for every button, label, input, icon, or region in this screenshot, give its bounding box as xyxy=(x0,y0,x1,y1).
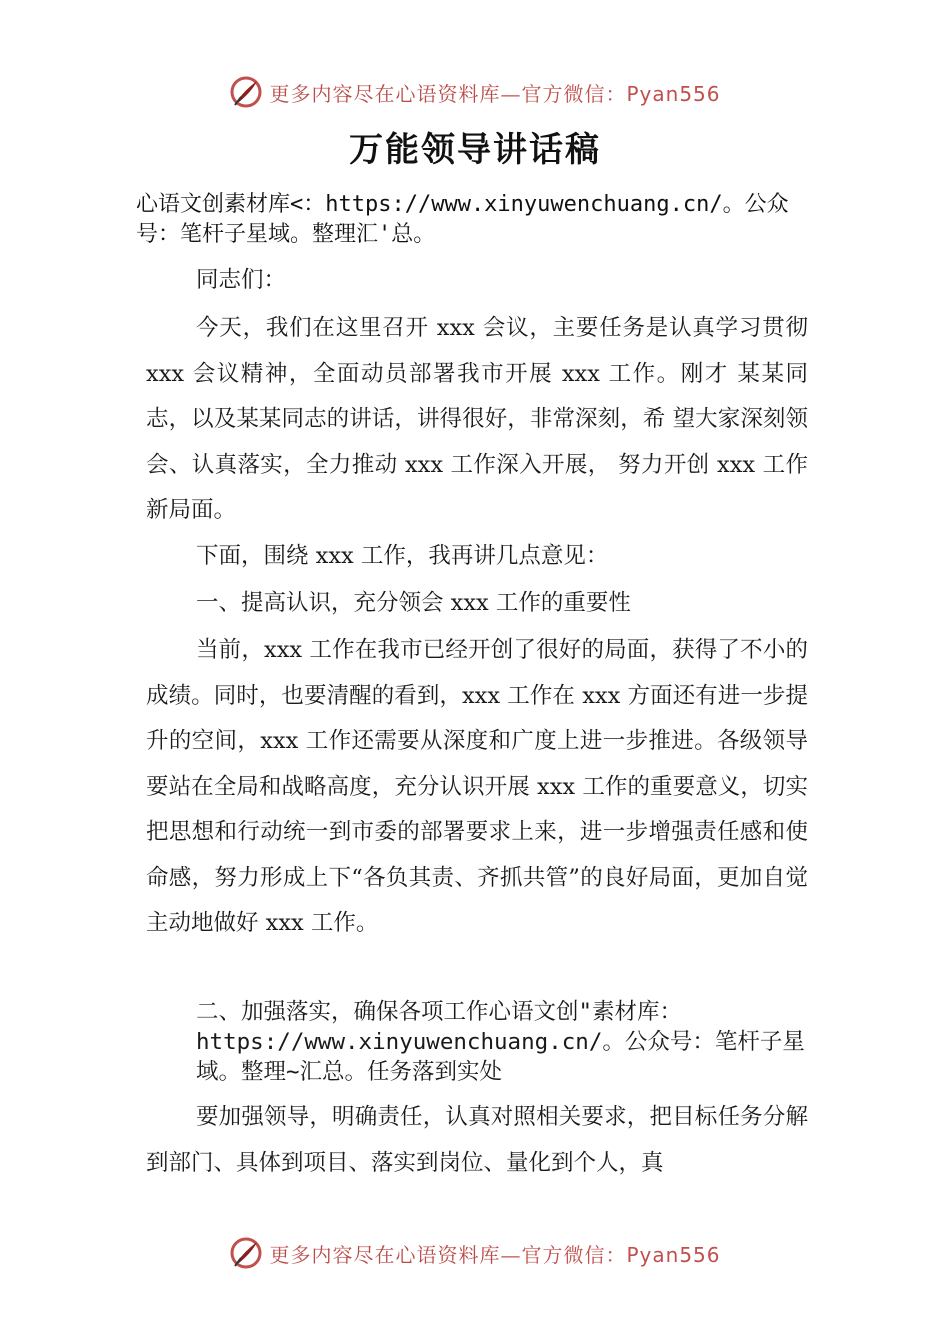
source-line: 心语文创素材库<：https://www.xinyuwenchuang.cn/。公众号：笔杆子星域。整理汇'总。 xyxy=(136,192,789,247)
banner-contact-label: 官方微信： xyxy=(521,81,627,106)
feather-logo-icon xyxy=(229,1236,263,1270)
feather-logo-icon xyxy=(229,75,263,109)
footer-banner xyxy=(0,1233,950,1273)
banner-text xyxy=(269,78,720,107)
banner-separator: — xyxy=(500,1242,522,1267)
paragraph-transition: 下面，围绕 xxx 工作，我再讲几点意见： xyxy=(196,543,609,569)
banner-brand: 更多内容尽在心语资料库 xyxy=(269,1242,501,1267)
banner-separator: — xyxy=(500,81,522,106)
greeting: 同志们： xyxy=(196,267,287,293)
banner-brand: 更多内容尽在心语资料库 xyxy=(269,81,501,106)
document-title: 万能领导讲话稿 xyxy=(349,130,601,170)
banner-text xyxy=(269,1239,720,1268)
header-banner xyxy=(0,72,950,112)
paragraph-intro: 今天，我们在这里召开 xxx 会议，主要任务是认真学习贯彻 xxx 会议精神，全面动员部署我市开展 xxx 工作。刚才 某某同志，以及某某同志的讲话，讲得很好，非常深刻，希 望大家深刻领会、认真落实，全力推动 xxx 工作深入开展， 努力开创 xxx 工作新局面。 xyxy=(146,315,808,523)
banner-contact-id: Pyan556 xyxy=(626,81,721,106)
banner-contact-label: 官方微信： xyxy=(521,1242,627,1267)
section-heading-1: 一、提高认识，充分领会 xxx 工作的重要性 xyxy=(196,590,631,616)
section-heading-2: 二、加强落实，确保各项工作心语文创"素材库：https://www.xinyuwenchuang.cn/。公众号：笔杆子星域。整理~汇总。任务落到实处 xyxy=(196,999,805,1085)
section-body-2: 要加强领导，明确责任，认真对照相关要求，把目标任务分解到部门、具体到项目、落实到岗位、量化到个人，真 xyxy=(146,1104,808,1176)
section-body-1: 当前，xxx 工作在我市已经开创了很好的局面，获得了不小的成绩。同时，也要清醒的看到，xxx 工作在 xxx 方面还有进一步提升的空间，xxx 工作还需要从深度和广度上进一步推进。各级领导要站在全局和战略高度，充分认识开展 xxx 工作的重要意义，切实把思想和行动统一到市委的部署要求上来，进一步增强责任感和使命感，努力形成上下“各负其责、齐抓共管”的良好局面，更加自觉主动地做好 xxx 工作。 xyxy=(146,637,808,936)
banner-contact-id: Pyan556 xyxy=(626,1242,721,1267)
